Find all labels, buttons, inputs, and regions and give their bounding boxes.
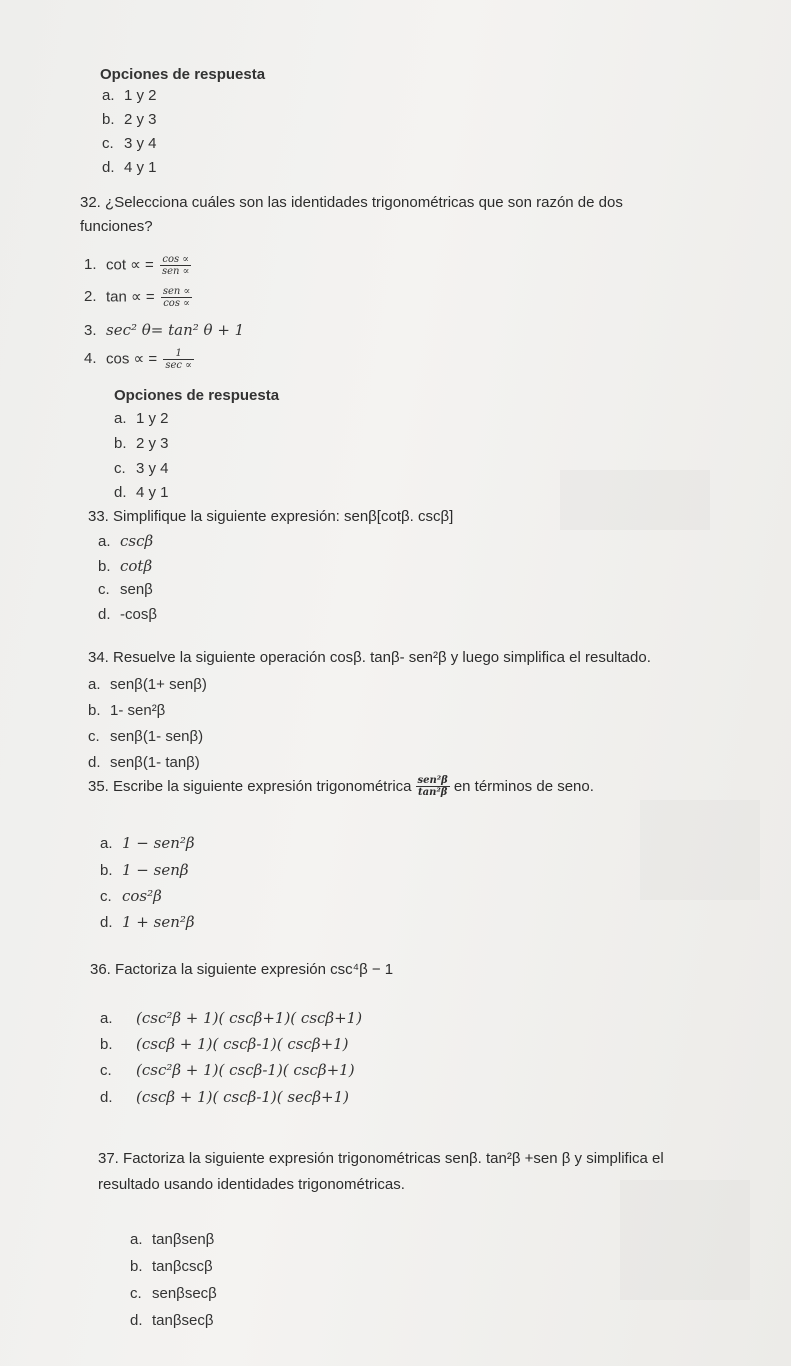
- question-32-text: 32. ¿Selecciona cuáles son las identidades trigonométricas que son razón de dos: [80, 194, 623, 211]
- options-header: Opciones de respuesta: [114, 387, 280, 404]
- identity-4: 4. cos ∝ = $\frac{1}{\sec \propto}$: [84, 348, 192, 371]
- q34-option-a[interactable]: a. senβ(1+ senβ): [88, 676, 207, 693]
- identity-2: 2. tan ∝ = $\frac{\text{sen ∝}}{\cos \propto}$: [84, 286, 191, 309]
- q36-option-b[interactable]: b. (cscβ + 1)( cscβ-1)( cscβ+1): [100, 1035, 349, 1053]
- q34-option-d[interactable]: d. senβ(1- tanβ): [88, 754, 200, 771]
- q37-option-d[interactable]: d. tanβsecβ: [130, 1312, 214, 1329]
- identity-3: 3. sec² θ= tan² θ + 1: [84, 321, 245, 339]
- q36-option-d[interactable]: d. (cscβ + 1)( cscβ-1)( secβ+1): [100, 1088, 350, 1106]
- option-a[interactable]: a. 1 y 2: [102, 87, 157, 104]
- q33-option-b[interactable]: b. cotβ: [98, 557, 153, 575]
- q35-option-a[interactable]: a. 1 − sen²β: [100, 834, 195, 852]
- q37-option-b[interactable]: b. tanβcscβ: [130, 1258, 213, 1275]
- q35-option-b[interactable]: b. 1 − senβ: [100, 861, 189, 879]
- q32-option-a[interactable]: a. 1 y 2: [114, 410, 169, 427]
- q33-option-c[interactable]: c. senβ: [98, 581, 153, 598]
- bleed-through-mark: [560, 470, 710, 530]
- option-c[interactable]: c. 3 y 4: [102, 135, 157, 152]
- question-36-text: 36. Factoriza la siguiente expresión csc⁴β − 1: [90, 961, 394, 978]
- question-37-text-cont: resultado usando identidades trigonométricas.: [98, 1176, 405, 1193]
- q32-option-c[interactable]: c. 3 y 4: [114, 460, 169, 477]
- bleed-through-mark: [640, 800, 760, 900]
- q33-option-a[interactable]: a. cscβ: [98, 532, 154, 550]
- question-35-text: 35. Escribe la siguiente expresión trigonométrica $\frac{\text{sen²β}}{\text{tan²β}}$ en términos de seno.: [88, 774, 594, 798]
- option-d[interactable]: d. 4 y 1: [102, 159, 157, 176]
- bleed-through-mark: [620, 1180, 750, 1300]
- q34-option-c[interactable]: c. senβ(1- senβ): [88, 728, 204, 745]
- option-b[interactable]: b. 2 y 3: [102, 111, 157, 128]
- q33-option-d[interactable]: d. -cosβ: [98, 606, 157, 623]
- q36-option-c[interactable]: c. (csc²β + 1)( cscβ-1)( cscβ+1): [100, 1061, 355, 1079]
- question-33-text: 33. Simplifique la siguiente expresión: senβ[cotβ. cscβ]: [88, 508, 454, 525]
- q32-option-b[interactable]: b. 2 y 3: [114, 435, 169, 452]
- q36-option-a[interactable]: a. (csc²β + 1)( cscβ+1)( cscβ+1): [100, 1009, 363, 1027]
- question-32-text-cont: funciones?: [80, 218, 153, 235]
- q34-option-b[interactable]: b. 1- sen²β: [88, 702, 166, 719]
- q35-option-d[interactable]: d. 1 + sen²β: [100, 913, 195, 931]
- q37-option-c[interactable]: c. senβsecβ: [130, 1285, 217, 1302]
- question-37-text: 37. Factoriza la siguiente expresión trigonométricas senβ. tan²β +sen β y simplifica el: [98, 1150, 664, 1167]
- q35-option-c[interactable]: c. cos²β: [100, 887, 162, 905]
- identity-1: 1. cot ∝ = $\frac{\cos \propto}{\text{sen ∝}}$: [84, 254, 190, 277]
- q37-option-a[interactable]: a. tanβsenβ: [130, 1231, 215, 1248]
- question-34-text: 34. Resuelve la siguiente operación cosβ. tanβ- sen²β y luego simplifica el resultado.: [88, 649, 651, 666]
- q32-option-d[interactable]: d. 4 y 1: [114, 484, 169, 501]
- options-header: Opciones de respuesta: [100, 66, 266, 83]
